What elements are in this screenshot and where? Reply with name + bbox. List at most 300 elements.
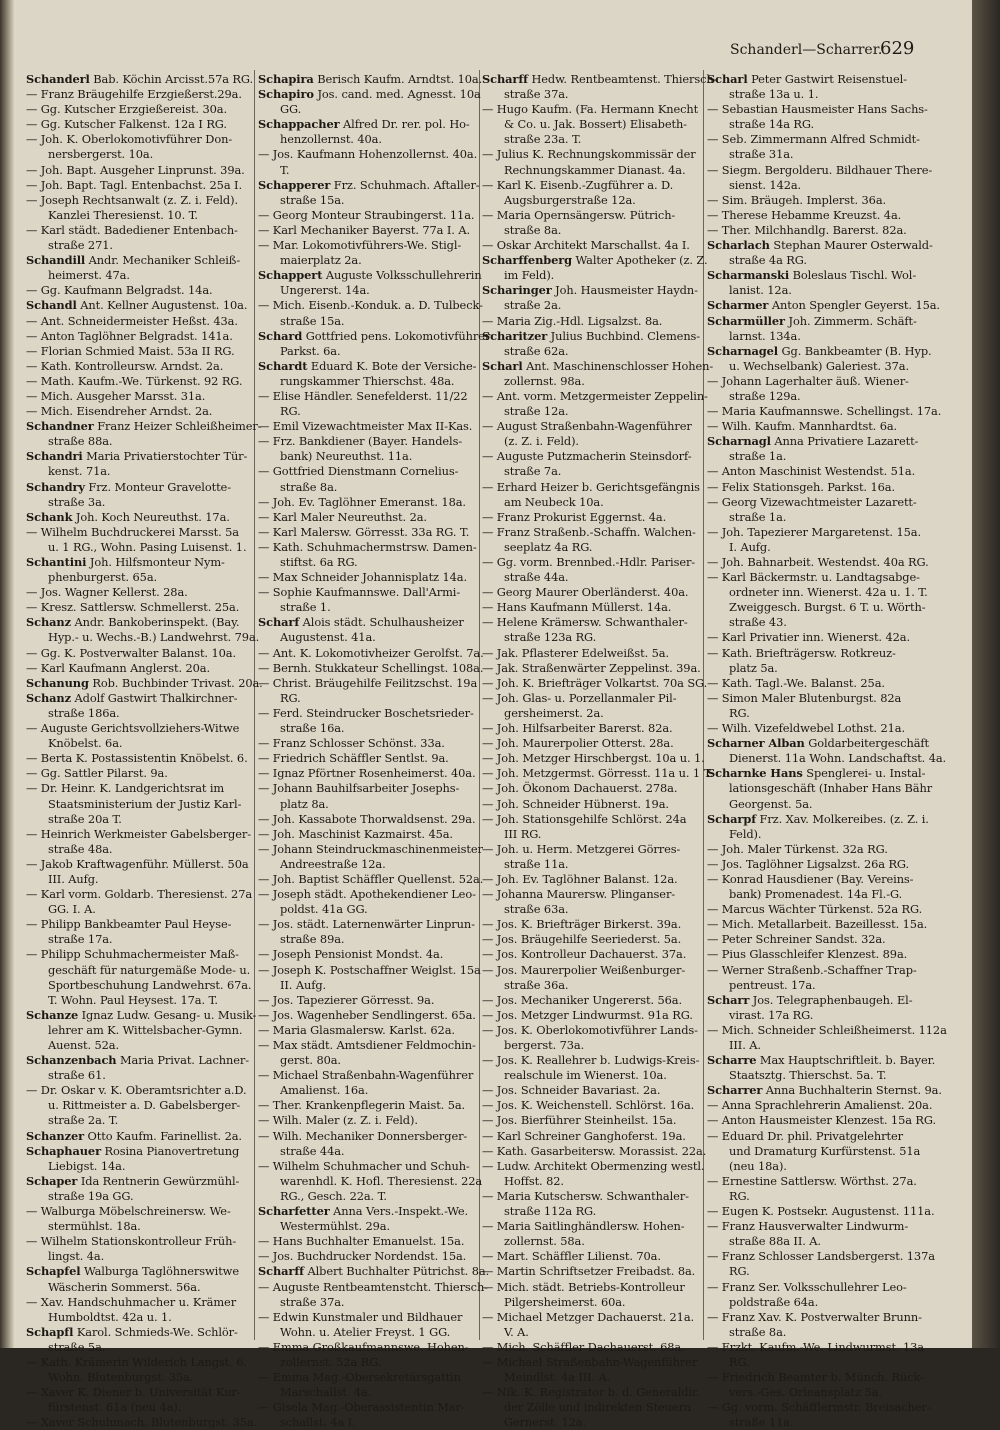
entry-text: Anton Spengler Geyerst. 15a.: [768, 298, 940, 313]
directory-entry-line: [707, 1310, 933, 1325]
entry-text: — Hans Buchhalter Emanuelst. 15a.: [258, 1234, 465, 1249]
directory-entry-line: [26, 872, 252, 887]
entry-text: RG.: [729, 1264, 750, 1279]
entry-text: — Franz Schlosser Schönst. 33a.: [258, 736, 445, 751]
directory-entry-line: [482, 1325, 701, 1340]
entry-text: straße 2a.: [504, 298, 562, 313]
entry-text: Ant. Kellner Augustenst. 10a.: [76, 298, 248, 313]
entry-text: — Karl Bäckermstr. u. Landtagsabge-: [707, 570, 920, 585]
entry-text: — Jos. Taglöhner Ligsalzst. 26a RG.: [707, 856, 910, 871]
entry-text: straße 61.: [48, 1068, 106, 1083]
directory-entry-line: [258, 1098, 477, 1113]
entry-text: maierplatz 2a.: [280, 253, 362, 268]
entry-text: — Ludw. Architekt Obermenzing westl.: [482, 1158, 705, 1173]
directory-entry-line: [482, 1158, 705, 1174]
entry-text: Spenglerei- u. Instal-: [802, 766, 926, 781]
directory-entry-line: [707, 1280, 933, 1295]
entry-text: I. Aufg.: [729, 539, 771, 554]
directory-entry-line: [258, 510, 477, 525]
directory-entry-line: [258, 1279, 488, 1295]
directory-entry-line: [482, 449, 701, 464]
surname: Schapperer: [258, 177, 331, 192]
entry-text: Joh. Zimmerm. Schäft-: [784, 313, 917, 328]
entry-text: — Gg. Kutscher Erzgießereist. 30a.: [26, 102, 227, 117]
entry-text: — Karl Mechaniker Bayerst. 77a I. A.: [258, 222, 470, 237]
entry-text: — Joh. Metzgermst. Görresst. 11a u. 1 T.: [482, 766, 713, 781]
directory-entry-line: [482, 842, 701, 857]
page-header: [700, 38, 960, 64]
entry-text: — Edwin Kunstmaler und Bildhauer: [258, 1309, 463, 1324]
entry-text: — Jakob Kraftwagenführ. Müllerst. 50a: [26, 856, 249, 871]
entry-text: — Wilh. Kaufm. Mannhardtst. 6a.: [707, 419, 898, 434]
entry-text: — Jos. Mechaniker Ungererst. 56a.: [482, 992, 682, 1007]
entry-text: stermühlst. 18a.: [48, 1219, 141, 1234]
entry-text: Rechnungskammer Dianast. 4a.: [504, 162, 686, 177]
directory-entry-line: [26, 419, 262, 434]
entry-text: — Kath. Gasarbeitersw. Morassist. 22a.: [482, 1143, 707, 1158]
entry-text: straße 20a T.: [48, 811, 122, 826]
entry-text: — Therese Hebamme Kreuzst. 4a.: [707, 207, 902, 222]
directory-entry-line: [26, 102, 252, 117]
directory-entry-line: [482, 72, 718, 87]
entry-text: — Mich. städt. Betriebs-Kontrolleur: [482, 1279, 685, 1294]
entry-text: — Joseph Pensionist Mondst. 4a.: [258, 947, 444, 962]
entry-text: Knöbelst. 6a.: [48, 736, 123, 751]
entry-text: — Jos. K. Oberlokomotivführer Lands-: [482, 1022, 698, 1037]
entry-text: Hedw. Rentbeamtenst. Thiersch-: [527, 72, 718, 86]
entry-text: — Joh. K. Oberlokomotivführer Don-: [26, 132, 233, 147]
entry-text: Maria Privat. Lachner-: [116, 1053, 249, 1068]
directory-entry-line: [26, 374, 252, 389]
directory-entry-line: [707, 223, 933, 238]
directory-entry-line: [707, 1083, 942, 1098]
directory-entry-line: [482, 781, 701, 796]
directory-entry-line: [482, 1249, 701, 1264]
entry-text: — Berta K. Postassistentin Knöbelst. 6.: [26, 751, 248, 766]
entry-text: Walburga Taglöhnerswitwe: [80, 1264, 239, 1279]
entry-text: — Maria Opernsängersw. Pütrich-: [482, 207, 676, 222]
entry-text: Augustenst. 41a.: [280, 630, 376, 645]
directory-entry-line: [26, 1325, 252, 1340]
directory-entry-line: [707, 1415, 933, 1430]
entry-text: lingst. 4a.: [48, 1249, 105, 1264]
directory-entry-line: [258, 1219, 477, 1234]
entry-text: straße 89a.: [280, 932, 345, 947]
entry-text: — Joh. Bapt. Tagl. Entenbachst. 25a I.: [26, 177, 242, 192]
entry-text: RG.: [280, 690, 301, 705]
directory-entry-line: [707, 238, 933, 253]
entry-text: — Math. Kaufm.-We. Türkenst. 92 RG.: [26, 373, 243, 388]
directory-entry-line: [26, 540, 252, 555]
directory-entry-line: [26, 223, 252, 238]
entry-text: — Franz Straßenb.-Schaffn. Walchen-: [482, 524, 696, 539]
entry-text: Sportbeschuhung Landwehrst. 67a.: [48, 977, 252, 992]
directory-entry-line: [258, 1385, 477, 1400]
directory-entry-line: [482, 872, 701, 887]
directory-entry-line: [707, 691, 933, 706]
directory-entry-line: [707, 102, 933, 117]
entry-text: straße 62a.: [504, 343, 569, 358]
entry-text: pentreust. 17a.: [729, 977, 816, 992]
directory-entry-line: [26, 1400, 252, 1415]
directory-entry-line: [26, 978, 252, 993]
directory-entry-line: [482, 797, 701, 812]
entry-text: straße 16a.: [280, 721, 345, 736]
entry-text: III RG.: [504, 826, 542, 841]
directory-entry-line: [707, 646, 933, 661]
entry-text: — Frzkt. Kaufm.-We. Lindwurmst. 13a: [707, 1339, 924, 1354]
directory-entry-line: [258, 857, 477, 872]
directory-entry-line: [26, 404, 252, 419]
entry-text: — Joh. Maurerpolier Otterst. 28a.: [482, 736, 674, 751]
entry-text: — Jos. Metzger Lindwurmst. 91a RG.: [482, 1007, 693, 1022]
directory-entry-line: [482, 223, 701, 238]
directory-entry-line: [26, 932, 252, 947]
entry-text: — August Straßenbahn-Wagenführer: [482, 419, 692, 434]
entry-text: — Jos. K. Briefträger Birkerst. 39a.: [482, 917, 682, 932]
directory-entry-line: [258, 645, 484, 661]
entry-text: — Anton Maschinist Westendst. 51a.: [707, 464, 916, 479]
directory-entry-line: [482, 1189, 701, 1204]
directory-entry-line: [26, 359, 252, 374]
directory-entry-line: [482, 902, 701, 917]
directory-entry-line: [258, 871, 484, 887]
directory-entry-line: [26, 329, 252, 344]
entry-text: Marschallst. 4a.: [280, 1385, 372, 1400]
entry-text: T.: [280, 162, 290, 177]
entry-text: straße 8a.: [504, 222, 562, 237]
entry-text: — Mich. Metallarbeit. Bazeillesst. 15a.: [707, 917, 928, 932]
directory-entry-line: [482, 404, 701, 419]
directory-entry-line: [707, 329, 933, 344]
entry-text: (z. Z. i. Feld).: [504, 434, 579, 449]
entry-text: — Ignaz Pförtner Rosenheimerst. 40a.: [258, 766, 476, 781]
directory-entry-line: [258, 676, 477, 691]
directory-entry-line: [26, 1264, 252, 1279]
entry-text: — Joseph K. Postschaffner Weiglst. 15a: [258, 962, 481, 977]
directory-entry-line: [26, 1415, 258, 1430]
entry-text: straße 63a.: [504, 902, 569, 917]
directory-entry-line: [258, 434, 477, 449]
directory-entry-line: [26, 314, 252, 329]
directory-entry-line: [707, 1174, 933, 1189]
directory-entry-line: [482, 329, 701, 344]
entry-text: — Ant. vorm. Metzgermeister Zeppelin-: [482, 388, 708, 403]
entry-text: Bab. Köchin Arcisst.57a RG.: [89, 72, 254, 86]
directory-entry-line: [707, 887, 933, 902]
directory-entry-line: [258, 766, 477, 781]
directory-entry-line: [707, 283, 933, 298]
directory-entry-line: [707, 1355, 933, 1370]
directory-entry-line: [707, 570, 933, 585]
entry-text: — Johann Steindruckmaschinenmeister: [258, 841, 483, 856]
directory-entry-line: [258, 1083, 477, 1098]
directory-entry-line: [26, 1083, 252, 1098]
entry-text: — Peter Schreiner Sandst. 32a.: [707, 932, 886, 947]
entry-text: — Ferd. Steindrucker Boschetsrieder-: [258, 705, 474, 720]
entry-text: — Sim. Bräugeh. Implerst. 36a.: [707, 192, 887, 207]
directory-entry-line: [26, 585, 252, 600]
directory-entry-line: [26, 963, 252, 978]
entry-text: — Joh. Ev. Taglöhner Balanst. 12a.: [482, 871, 678, 886]
entry-text: — Ant. Schneidermeister Heßst. 43a.: [26, 313, 238, 328]
entry-text: — Florian Schmied Maist. 53a II RG.: [26, 343, 235, 358]
entry-text: — Joh. Bapt. Ausgeher Linprunst. 39a.: [26, 162, 245, 177]
directory-entry-line: [707, 555, 933, 570]
entry-text: Andr. Mechaniker Schleiß-: [85, 253, 241, 268]
directory-entry-line: [482, 1083, 701, 1098]
entry-text: heimerst. 47a.: [48, 268, 130, 283]
directory-entry-line: [707, 1234, 933, 1249]
entry-text: fürstenst. 61a (neu 4a).: [48, 1400, 182, 1415]
entry-text: lehrer am K. Wittelsbacher-Gymn.: [48, 1022, 243, 1037]
directory-entry-line: [707, 1264, 933, 1279]
surname: Scharl: [707, 72, 748, 86]
directory-entry-line: [26, 827, 252, 842]
entry-text: Anna Buchhalterin Sternst. 9a.: [762, 1083, 942, 1098]
entry-text: — Mich. Schneider Schleißheimerst. 112a: [707, 1022, 947, 1037]
directory-entry-line: [26, 1174, 252, 1189]
entry-text: straße 1.: [280, 600, 331, 615]
surname: Schapira: [258, 72, 314, 86]
directory-entry-line: [482, 661, 701, 676]
entry-text: — Kath. Briefträgersw. Rotkreuz-: [707, 645, 896, 660]
directory-entry-line: [26, 1007, 257, 1023]
directory-entry-line: [258, 419, 477, 434]
entry-text: Gottfried pens. Lokomotivführer: [302, 328, 491, 343]
directory-entry-line: [707, 480, 933, 495]
entry-text: Karol. Schmieds-We. Schlör-: [73, 1324, 238, 1339]
directory-entry-line: [482, 1068, 701, 1083]
directory-entry-line: [258, 962, 481, 978]
column-2: [258, 72, 491, 1430]
directory-entry-line: [482, 163, 701, 178]
entry-text: — Wilhelm Schuhmacher und Schuh-: [258, 1158, 470, 1173]
entry-text: Frz. Monteur Gravelotte-: [84, 479, 231, 494]
directory-entry-line: [258, 841, 483, 857]
entry-text: und Dramaturg Kurfürstenst. 51a: [729, 1143, 921, 1158]
entry-text: straße 12a.: [504, 404, 569, 419]
entry-text: — Max städt. Amtsdiener Feldmochin-: [258, 1038, 476, 1052]
entry-text: Hoffst. 82.: [504, 1173, 564, 1188]
column-rule: [254, 70, 255, 1340]
directory-entry-line: [258, 328, 491, 344]
entry-text: virast. 17a RG.: [729, 1007, 814, 1022]
entry-text: kenst. 71a.: [48, 464, 111, 479]
entry-text: — Gg. K. Postverwalter Balanst. 10a.: [26, 645, 236, 660]
entry-text: — Michael Straßenbahn-Wagenführer: [258, 1068, 474, 1083]
directory-entry-line: [482, 268, 701, 283]
directory-entry-line: [707, 359, 933, 374]
directory-entry-line: [258, 812, 477, 827]
entry-text: — Bernh. Stukkateur Schellingst. 108a.: [258, 660, 484, 675]
directory-entry-line: [26, 1144, 252, 1159]
entry-text: — Karl Privatier inn. Wienerst. 42a.: [707, 630, 910, 645]
directory-entry-line: [258, 1113, 477, 1128]
directory-entry-line: [258, 751, 477, 766]
directory-entry-line: [482, 630, 701, 645]
surname: Schanze: [26, 1007, 79, 1022]
surname: Scharff: [482, 72, 528, 86]
directory-entry-line: [482, 570, 701, 585]
directory-entry-line: [258, 117, 477, 132]
directory-entry-line: [482, 464, 701, 479]
entry-text: straße 271.: [48, 238, 113, 253]
entry-text: GG.: [280, 102, 302, 117]
entry-text: RG.: [729, 1188, 750, 1203]
directory-entry-line: [258, 193, 477, 208]
directory-entry-line: [258, 887, 477, 902]
entry-text: — Joh. K. Briefträger Volkartst. 70a SG.: [482, 675, 708, 690]
entry-text: — Maria Glasmalersw. Karlst. 62a.: [258, 1022, 455, 1037]
entry-text: Jos. cand. med. Agnesst. 10a: [313, 87, 481, 102]
surname: Schaphauer: [26, 1143, 101, 1158]
directory-entry-line: [26, 1068, 252, 1083]
directory-entry-line: [707, 751, 947, 766]
directory-entry-line: [707, 298, 940, 313]
directory-entry-line: [482, 675, 708, 691]
directory-entry-line: [707, 1038, 933, 1053]
directory-entry-line: [258, 827, 477, 842]
entry-text: — Karl städt. Badediener Entenbach-: [26, 222, 238, 237]
entry-text: — Franz Hausverwalter Lindwurm-: [707, 1219, 909, 1234]
directory-entry-line: [707, 902, 933, 917]
directory-entry-line: [482, 374, 701, 389]
entry-text: straße 23a. T.: [504, 132, 582, 147]
surname: Schappert: [258, 268, 323, 283]
directory-entry-line: [26, 751, 252, 766]
entry-text: — Karl Kaufmann Anglerst. 20a.: [26, 660, 211, 675]
directory-entry-line: [26, 1295, 252, 1310]
entry-text: straße 88a II. A.: [729, 1234, 821, 1249]
entry-text: gersheimerst. 2a.: [504, 705, 604, 720]
entry-text: — Seb. Zimmermann Alfred Schmidt-: [707, 132, 920, 147]
entry-text: — Jos. Schneider Bavariast. 2a.: [482, 1083, 661, 1098]
directory-entry-line: [482, 358, 714, 374]
surname: Scharinger: [482, 283, 552, 298]
entry-text: — Ther. Krankenpflegerin Maist. 5a.: [258, 1098, 466, 1113]
surname: Scharmer: [707, 298, 769, 313]
directory-entry-line: [26, 1053, 252, 1068]
entry-text: — Karl Schreiner Ganghoferst. 19a.: [482, 1128, 686, 1143]
entry-text: — Kath. Tagl.-We. Balanst. 25a.: [707, 675, 885, 690]
entry-text: — Sophie Kaufmannswe. Dall'Armi-: [258, 585, 461, 600]
entry-text: — Xav. Handschuhmacher u. Krämer: [26, 1294, 237, 1309]
directory-entry-line: [258, 932, 477, 947]
entry-text: — Franz Xav. K. Postverwalter Brunn-: [707, 1309, 922, 1324]
column-4: [707, 72, 947, 1430]
directory-entry-line: [258, 163, 477, 178]
directory-entry-line: [26, 1234, 252, 1249]
directory-entry-line: [707, 842, 933, 857]
entry-text: u. 1 RG., Wohn. Pasing Luisenst. 1.: [48, 539, 247, 554]
entry-text: straße 37a.: [280, 1294, 345, 1309]
entry-text: straße 129a.: [729, 388, 801, 403]
entry-text: Augsburgerstraße 12a.: [504, 192, 636, 207]
entry-text: Anna Privatiere Lazarett-: [770, 434, 919, 449]
directory-entry-line: [258, 253, 477, 268]
directory-entry-line: [482, 1355, 701, 1370]
entry-text: — Jak. Pflasterer Edelweißst. 5a.: [482, 645, 669, 660]
directory-entry-line: [707, 178, 933, 193]
directory-entry-line: [26, 434, 252, 449]
entry-text: — Georg Maurer Oberländerst. 40a.: [482, 585, 689, 600]
entry-text: — Jos. Tapezierer Görresst. 9a.: [258, 992, 435, 1007]
directory-entry-line: [707, 464, 933, 479]
surname: Scharre: [707, 1053, 757, 1068]
directory-entry-line: [482, 419, 701, 434]
directory-entry-line: [482, 1204, 701, 1219]
directory-entry-line: [258, 283, 477, 298]
directory-entry-line: [258, 132, 477, 147]
directory-entry-line: [482, 706, 701, 721]
directory-entry-line: [707, 510, 933, 525]
entry-text: Kanzlei Theresienst. 10. T.: [48, 207, 198, 222]
directory-entry-line: [258, 1204, 477, 1219]
entry-text: — Karl K. Eisenb.-Zugführer a. D.: [482, 177, 674, 192]
directory-entry-line: [258, 736, 477, 751]
surname: Scharf: [258, 615, 300, 630]
entry-text: — Gg. Kutscher Falkenst. 12a I RG.: [26, 117, 227, 132]
surname: Scharnagel: [707, 343, 779, 358]
directory-entry-line: [258, 268, 482, 283]
surname: Schanzenbach: [26, 1053, 117, 1068]
directory-entry-line: [258, 389, 477, 404]
directory-entry-line: [707, 600, 933, 615]
entry-text: Dienerst. 11a Wohn. Landschaftst. 4a.: [729, 751, 947, 766]
directory-entry-line: [258, 177, 480, 193]
entry-text: Rosina Pianovertretung: [100, 1143, 240, 1158]
directory-entry-line: [482, 993, 701, 1008]
directory-entry-line: [258, 1038, 477, 1053]
entry-text: bank) Promenadest. 14a Fl.-G.: [729, 887, 903, 902]
directory-entry-line: [26, 1038, 252, 1053]
entry-text: Gernerst. 12a.: [504, 1415, 586, 1430]
entry-text: — Walburga Möbelschreinersw. We-: [26, 1204, 231, 1219]
directory-entry-line: [258, 1370, 477, 1385]
directory-entry-line: [707, 268, 933, 283]
directory-entry-line: [26, 87, 252, 102]
directory-entry-line: [258, 947, 477, 962]
entry-text: platz 8a.: [280, 796, 329, 811]
directory-entry-line: [482, 344, 701, 359]
entry-text: Liebigst. 14a.: [48, 1158, 126, 1173]
surname: Scharnke Hans: [707, 766, 803, 781]
directory-entry-line: [26, 238, 252, 253]
directory-entry-line: [258, 585, 477, 600]
surname: Schanderl: [26, 72, 90, 86]
entry-text: Zweiggesch. Burgst. 6 T. u. Wörth-: [729, 600, 926, 615]
directory-entry-line: [482, 1113, 701, 1128]
directory-entry-line: [26, 887, 252, 902]
directory-entry-line: [26, 781, 252, 796]
entry-text: Stephan Maurer Osterwald-: [769, 238, 933, 253]
entry-text: — Elise Händler. Senefelderst. 11/22: [258, 388, 468, 403]
directory-entry-line: [258, 1249, 477, 1264]
directory-entry-line: [707, 147, 933, 162]
entry-text: Humboldtst. 42a u. 1.: [48, 1309, 172, 1324]
entry-text: — Joh. Maler Türkenst. 32a RG.: [707, 841, 888, 856]
entry-text: RG.: [280, 404, 301, 419]
page-number: 629: [880, 38, 915, 59]
entry-text: — Kath. Krämerin Wilderich Langst. 6.: [26, 1354, 247, 1369]
directory-entry-line: [26, 147, 252, 162]
directory-entry-line: [258, 1189, 477, 1204]
entry-text: — Michael Straßenbahn-Wagenführer: [482, 1354, 698, 1369]
entry-text: — Wilh. Vizefeldwebel Lothst. 21a.: [707, 721, 905, 736]
directory-entry-line: [26, 178, 252, 193]
directory-entry-line: [258, 570, 477, 585]
